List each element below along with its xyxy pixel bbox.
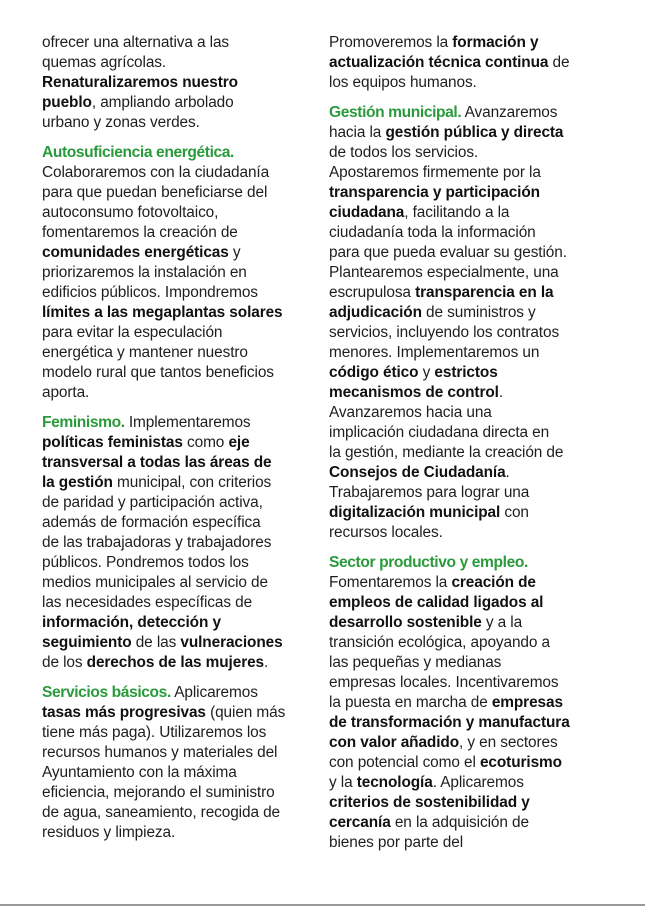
text-line [329, 613, 619, 633]
text: . [264, 654, 269, 671]
text-line [42, 303, 312, 323]
bold-text: información, detección y [42, 614, 221, 631]
text-line [329, 463, 619, 483]
text-line [329, 503, 619, 523]
text-line [42, 283, 312, 303]
text: Aplicaremos [170, 684, 258, 701]
text: transición ecológica, apoyando a [329, 634, 550, 651]
text: menores. Implementaremos un [329, 344, 540, 361]
bold-text: adjudicación [329, 304, 422, 321]
text-line [329, 73, 619, 93]
text-line [329, 53, 619, 73]
text-line [329, 33, 619, 53]
bold-text: eje [228, 434, 250, 451]
text: servicios, incluyendo los contratos [329, 324, 560, 341]
text: edificios públicos. Impondremos [42, 284, 258, 301]
text-line [42, 73, 312, 93]
text: . [498, 384, 503, 401]
text: urbano y zonas verdes. [42, 114, 200, 131]
text: para que pueda evaluar su gestión. [329, 244, 567, 261]
text-line [42, 243, 312, 263]
bold-text: políticas feministas [42, 434, 183, 451]
text-line [42, 553, 312, 573]
paragraph [42, 33, 312, 133]
text: públicos. Pondremos todos los [42, 554, 249, 571]
text: . Aplicaremos [432, 774, 524, 791]
text-line [329, 573, 619, 593]
bold-text: mecanismos de control [329, 384, 499, 401]
text-line [329, 753, 619, 773]
text: tiene más paga). Utilizaremos los [42, 724, 267, 741]
text-line [42, 473, 312, 493]
text-line [329, 203, 619, 223]
text-line [42, 163, 312, 183]
paragraph [42, 413, 312, 673]
text-line [329, 813, 619, 833]
text-line [42, 613, 312, 633]
left-column [42, 33, 312, 853]
text: la gestión, mediante la creación de [329, 444, 564, 461]
text: y la [329, 774, 357, 791]
bold-text: desarrollo sostenible [329, 614, 482, 631]
text-line [42, 573, 312, 593]
bold-text: tecnología [356, 774, 433, 791]
bold-text: creación de [451, 574, 536, 591]
text-line [329, 283, 619, 303]
bold-text: cercanía [329, 814, 391, 831]
text: , ampliando arbolado [91, 94, 234, 111]
text-line [329, 673, 619, 693]
text-line [329, 713, 619, 733]
bold-text: transparencia en la [415, 284, 554, 301]
text: residuos y limpieza. [42, 824, 176, 841]
text: bienes por parte del [329, 834, 464, 851]
text: la puesta en marcha de [329, 694, 492, 711]
text-line [329, 483, 619, 503]
text: de todos los servicios. [329, 144, 479, 161]
text: Avanzaremos [461, 104, 558, 121]
text: quemas agrícolas. [42, 54, 167, 71]
text-line [329, 303, 619, 323]
paragraph [42, 683, 312, 843]
text: las necesidades específicas de [42, 594, 253, 611]
text: modelo rural que tantos beneficios [42, 364, 274, 381]
text-line [42, 743, 312, 763]
bold-text: comunidades energéticas [42, 244, 229, 261]
text: Apostaremos firmemente por la [329, 164, 541, 181]
text: además de formación específica [42, 514, 261, 531]
text: Implementaremos [124, 414, 251, 431]
bold-text: transversal a todas las áreas de [42, 454, 272, 471]
paragraph [329, 103, 619, 543]
text-line [42, 803, 312, 823]
text: de [548, 54, 570, 71]
text-line [42, 823, 312, 843]
text-line [329, 773, 619, 793]
text: hacia la [329, 124, 386, 141]
text: fomentaremos la creación de [42, 224, 238, 241]
heading-line [42, 143, 312, 163]
section-heading: Gestión municipal. [329, 104, 462, 121]
text: Avanzaremos hacia una [329, 404, 492, 421]
section-heading: Feminismo. [42, 414, 125, 431]
bold-text: criterios de sostenibilidad y [329, 794, 530, 811]
text: de las [131, 634, 181, 651]
text-line [42, 433, 312, 453]
text-line [329, 423, 619, 443]
text-line [329, 693, 619, 713]
bold-text: derechos de las mujeres [86, 654, 265, 671]
text-line [42, 493, 312, 513]
bold-text: estrictos [434, 364, 498, 381]
text: energética y mantener nuestro [42, 344, 248, 361]
text-line [42, 453, 312, 473]
text: eficiencia, mejorando el suministro [42, 784, 275, 801]
heading-line [329, 103, 619, 123]
text: medios municipales al servicio de [42, 574, 268, 591]
text: y [228, 244, 241, 261]
text-line [329, 383, 619, 403]
text-line [329, 733, 619, 753]
text-line [42, 653, 312, 673]
text: aporta. [42, 384, 90, 401]
section-heading: Sector productivo y empleo. [329, 554, 528, 571]
text-line [329, 323, 619, 343]
paragraph [42, 143, 312, 403]
text-line [329, 183, 619, 203]
text-line [329, 793, 619, 813]
bold-text: límites a las megaplantas solares [42, 304, 283, 321]
bold-text: pueblo [42, 94, 92, 111]
text: , y en sectores [459, 734, 558, 751]
text: Plantearemos especialmente, una [329, 264, 559, 281]
text: recursos humanos y materiales del [42, 744, 278, 761]
text: de suministros y [421, 304, 536, 321]
text: de paridad y participación activa, [42, 494, 263, 511]
text: Trabajaremos para lograr una [329, 484, 530, 501]
text-line [42, 343, 312, 363]
text-line [329, 243, 619, 263]
bold-text: de transformación y manufactura [329, 714, 570, 731]
text: (quien más [205, 704, 286, 721]
text: para evitar la especulación [42, 324, 223, 341]
text: de las trabajadoras y trabajadores [42, 534, 272, 551]
text-line [42, 763, 312, 783]
text-line [329, 363, 619, 383]
text: para que puedan beneficiarse del [42, 184, 268, 201]
text-line [42, 383, 312, 403]
text: de agua, saneamiento, recogida de [42, 804, 280, 821]
text: en la adquisición de [390, 814, 529, 831]
text-line [42, 723, 312, 743]
text: Fomentaremos la [329, 574, 452, 591]
text: ofrecer una alternativa a las [42, 34, 230, 51]
text: como [182, 434, 229, 451]
text-line [329, 523, 619, 543]
text: autoconsumo fotovoltaico, [42, 204, 219, 221]
paragraph [329, 33, 619, 93]
text: y [418, 364, 435, 381]
text-line [42, 203, 312, 223]
text-line [42, 263, 312, 283]
text-line [42, 513, 312, 533]
text: y a la [481, 614, 523, 631]
text: escrupulosa [329, 284, 416, 301]
bold-text: ciudadana [329, 204, 405, 221]
text: , facilitando a la [404, 204, 510, 221]
text-line [42, 593, 312, 613]
text-line [329, 163, 619, 183]
text-line [329, 403, 619, 423]
text: Ayuntamiento con la máxima [42, 764, 237, 781]
bold-text: empresas [491, 694, 563, 711]
bold-text: Renaturalizaremos nuestro [42, 74, 238, 91]
bold-text: formación y [452, 34, 539, 51]
text-line [329, 443, 619, 463]
text-line [42, 533, 312, 553]
text-line [42, 223, 312, 243]
text: las pequeñas y medianas [329, 654, 502, 671]
paragraph [329, 553, 619, 853]
text: implicación ciudadana directa en [329, 424, 550, 441]
text: municipal, con criterios [112, 474, 272, 491]
heading-line [42, 413, 312, 433]
text-line [42, 33, 312, 53]
text: Promoveremos la [329, 34, 453, 51]
bold-text: ecoturismo [479, 754, 562, 771]
bold-text: tasas más progresivas [42, 704, 206, 721]
text-line [42, 783, 312, 803]
text-line [329, 263, 619, 283]
bold-text: con valor añadido [329, 734, 459, 751]
bold-text: empleos de calidad ligados al [329, 594, 544, 611]
text-line [329, 143, 619, 163]
text: recursos locales. [329, 524, 443, 541]
bold-text: código ético [329, 364, 419, 381]
text: los equipos humanos. [329, 74, 477, 91]
bold-text: transparencia y participación [329, 184, 540, 201]
bold-text: Consejos de Ciudadanía [329, 464, 506, 481]
text-line [42, 113, 312, 133]
text-line [329, 593, 619, 613]
text-line [329, 123, 619, 143]
bold-text: gestión pública y directa [385, 124, 564, 141]
heading-line [42, 683, 312, 703]
bold-text: actualización técnica continua [329, 54, 549, 71]
bold-text: digitalización municipal [329, 504, 501, 521]
text: Colaboraremos con la ciudadanía [42, 164, 270, 181]
text: . [505, 464, 510, 481]
text-line [42, 703, 312, 723]
text: empresas locales. Incentivaremos [329, 674, 559, 691]
text: ciudadanía toda la información [329, 224, 536, 241]
section-heading: Servicios básicos. [42, 684, 171, 701]
section-heading: Autosuficiencia energética. [42, 144, 234, 161]
text: de los [42, 654, 87, 671]
text-line [42, 363, 312, 383]
text-line [42, 183, 312, 203]
text-line [42, 53, 312, 73]
text-line [329, 653, 619, 673]
text-line [329, 833, 619, 853]
bold-text: la gestión [42, 474, 113, 491]
text: priorizaremos la instalación en [42, 264, 247, 281]
text-line [329, 343, 619, 363]
bold-text: seguimiento [42, 634, 132, 651]
text-line [42, 633, 312, 653]
text-line [42, 93, 312, 113]
right-column [329, 33, 619, 863]
bold-text: vulneraciones [180, 634, 283, 651]
text-line [329, 223, 619, 243]
heading-line [329, 553, 619, 573]
text: con [500, 504, 529, 521]
text-line [42, 323, 312, 343]
text-line [329, 633, 619, 653]
text: con potencial como el [329, 754, 480, 771]
